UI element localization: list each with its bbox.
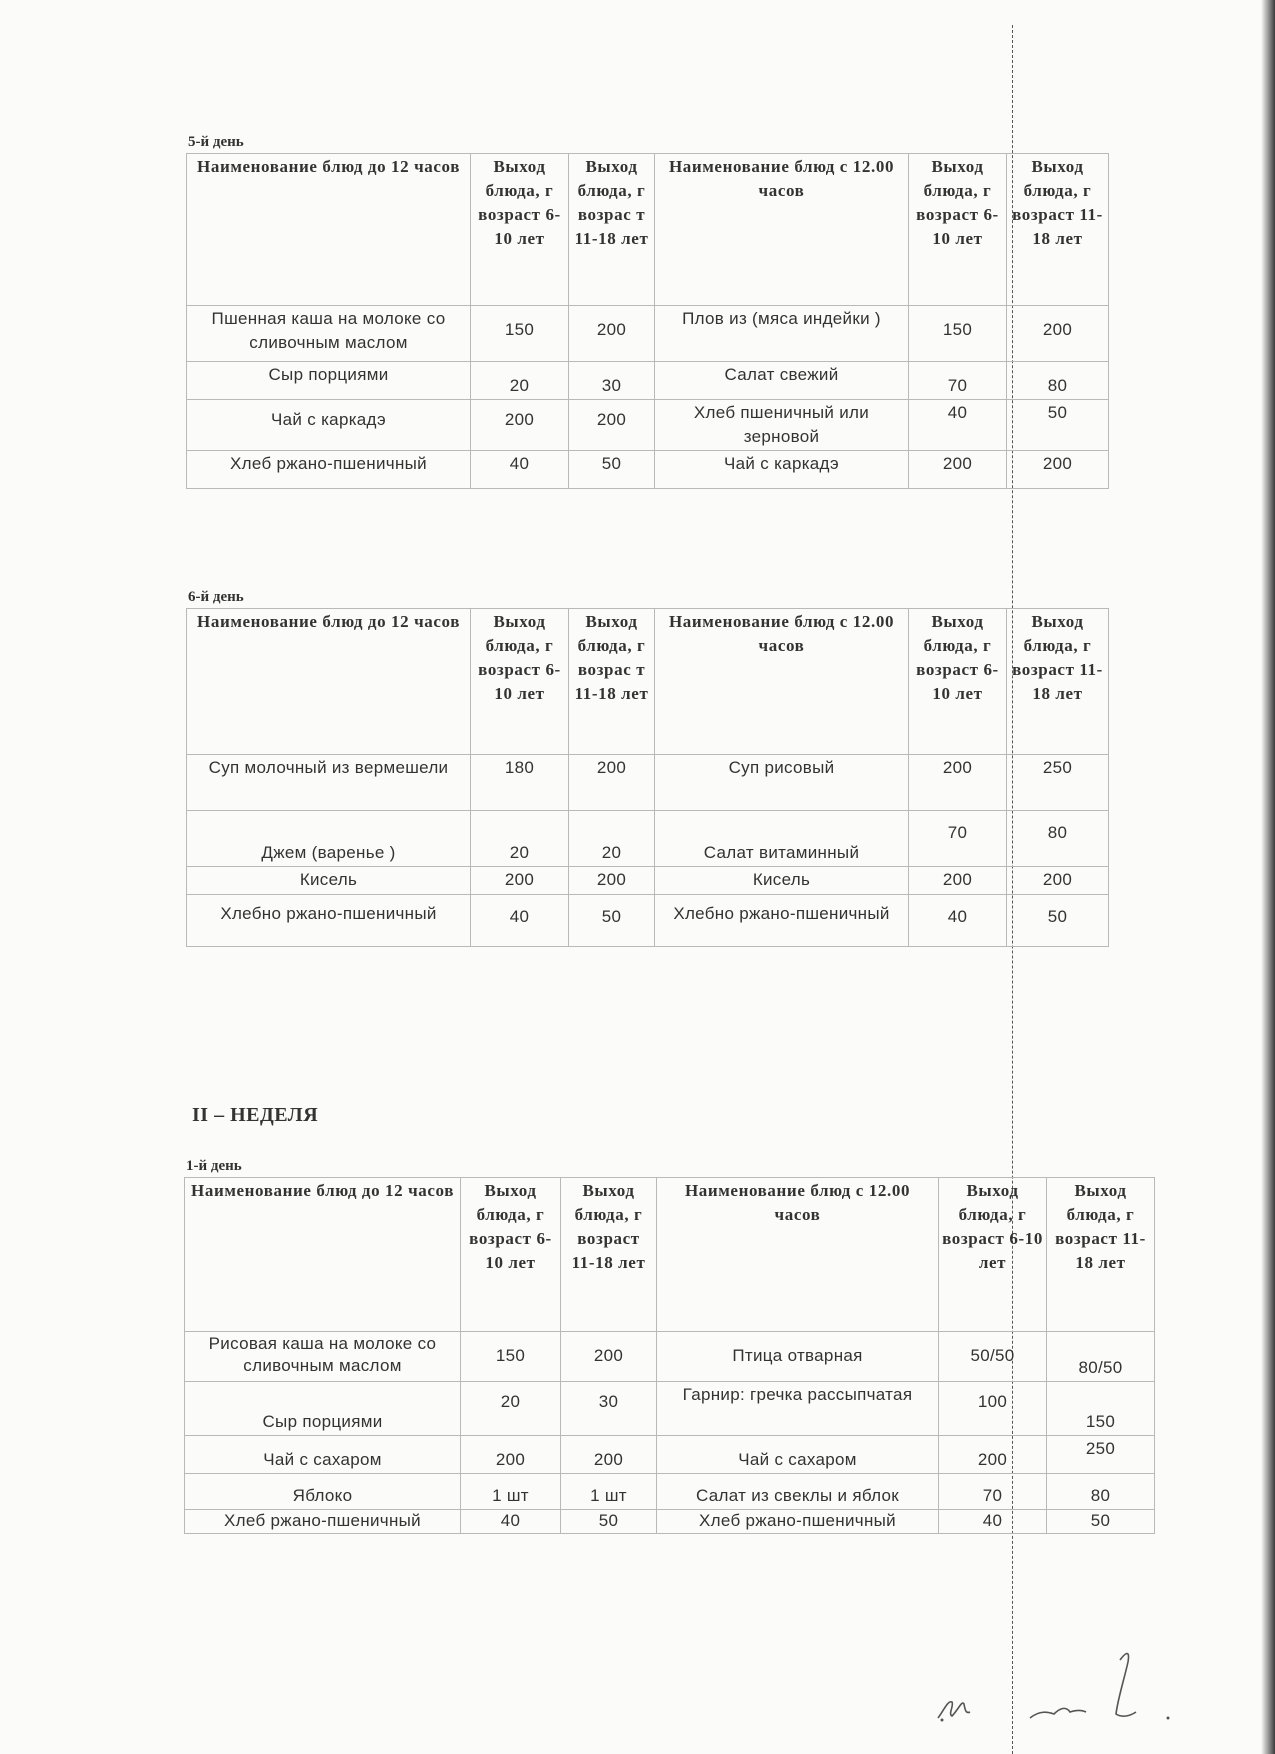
w2d1-r3-pm-6-10: 200: [939, 1436, 1047, 1474]
handwritten-signature: [930, 1640, 1200, 1730]
day6-r2-pm-11-18: 80: [1007, 811, 1109, 867]
day6-header-row: [187, 609, 1109, 755]
day6-r4-pm-11-18: 50: [1007, 895, 1109, 947]
day5-header-yield-am-11-18: Выход блюда, г возрас т 11-18 лет: [569, 154, 655, 306]
w2d1-r4-dish-am: Яблоко: [185, 1474, 461, 1510]
day5-header-dish-pm: Наименование блюд с 12.00 часов: [655, 154, 909, 306]
day6-r1-am-11-18: 200: [569, 755, 655, 811]
week2-day1-header-row: [185, 1178, 1155, 1332]
day6-r2-dish-am: Джем (варенье ): [187, 811, 471, 867]
w2d1-r4-pm-6-10: 70: [939, 1474, 1047, 1510]
day6-r1-am-6-10: 180: [471, 755, 569, 811]
day5-r1-dish-am: Пшенная каша на молоке со сливочным маслом: [187, 306, 471, 362]
w2d1-r3-dish-am: Чай с сахаром: [185, 1436, 461, 1474]
scan-edge: [1261, 0, 1275, 1754]
day6-header-dish-am: Наименование блюд до 12 часов: [187, 609, 471, 755]
table-row: [185, 1382, 1155, 1436]
w2d1-r5-dish-am: Хлеб ржано-пшеничный: [185, 1510, 461, 1534]
table-row: [187, 400, 1109, 451]
day5-r2-pm-11-18: 80: [1007, 362, 1109, 400]
week2-day1-header-yield-am-6-10: Выход блюда, г возраст 6-10 лет: [461, 1178, 561, 1332]
day5-r1-am-11-18: 200: [569, 306, 655, 362]
day6-r3-dish-pm: Кисель: [655, 867, 909, 895]
day5-r4-pm-6-10: 200: [909, 451, 1007, 489]
w2d1-r1-am-11-18: 200: [561, 1332, 657, 1382]
day6-table: [186, 608, 1109, 947]
week2-day1-header-yield-pm-11-18: Выход блюда, г возраст 11-18 лет: [1047, 1178, 1155, 1332]
w2d1-r5-am-11-18: 50: [561, 1510, 657, 1534]
week2-title: II – НЕДЕЛЯ: [192, 1104, 319, 1126]
day5-header-yield-am-6-10: Выход блюда, г возраст 6-10 лет: [471, 154, 569, 306]
day6-r4-am-6-10: 40: [471, 895, 569, 947]
w2d1-r3-pm-11-18: 250: [1047, 1436, 1155, 1474]
w2d1-r2-dish-am: Сыр порциями: [185, 1382, 461, 1436]
day6-r1-pm-11-18: 250: [1007, 755, 1109, 811]
table-row: [185, 1436, 1155, 1474]
day5-header-row: [187, 154, 1109, 306]
day6-r3-pm-6-10: 200: [909, 867, 1007, 895]
w2d1-r1-dish-pm: Птица отварная: [657, 1332, 939, 1382]
day5-r4-am-6-10: 40: [471, 451, 569, 489]
day6-header-yield-am-11-18: Выход блюда, г возрас т 11-18 лет: [569, 609, 655, 755]
day6-r4-dish-pm: Хлебно ржано-пшеничный: [655, 895, 909, 947]
day6-header-yield-pm-11-18: Выход блюда, г возраст 11-18 лет: [1007, 609, 1109, 755]
table-row: [187, 306, 1109, 362]
w2d1-r5-pm-6-10: 40: [939, 1510, 1047, 1534]
day5-r1-am-6-10: 150: [471, 306, 569, 362]
week2-day1-section: [184, 1158, 1155, 1534]
w2d1-r3-am-6-10: 200: [461, 1436, 561, 1474]
w2d1-r2-pm-6-10: 100: [939, 1382, 1047, 1436]
day5-r1-pm-6-10: 150: [909, 306, 1007, 362]
day5-r3-dish-am: Чай с каркадэ: [187, 400, 471, 451]
day6-r4-dish-am: Хлебно ржано-пшеничный: [187, 895, 471, 947]
table-row: [187, 362, 1109, 400]
w2d1-r2-dish-pm: Гарнир: гречка рассыпчатая: [657, 1382, 939, 1436]
day5-header-yield-pm-11-18: Выход блюда, г возраст 11-18 лет: [1007, 154, 1109, 306]
week2-day1-header-dish-am: Наименование блюд до 12 часов: [185, 1178, 461, 1332]
w2d1-r3-dish-pm: Чай с сахаром: [657, 1436, 939, 1474]
week2-day1-header-dish-pm: Наименование блюд с 12.00 часов: [657, 1178, 939, 1332]
day6-r3-pm-11-18: 200: [1007, 867, 1109, 895]
w2d1-r4-am-11-18: 1 шт: [561, 1474, 657, 1510]
day6-r1-pm-6-10: 200: [909, 755, 1007, 811]
table-row: [187, 895, 1109, 947]
w2d1-r1-pm-6-10: 50/50: [939, 1332, 1047, 1382]
w2d1-r5-dish-pm: Хлеб ржано-пшеничный: [657, 1510, 939, 1534]
day5-r4-pm-11-18: 200: [1007, 451, 1109, 489]
day6-r2-am-11-18: 20: [569, 811, 655, 867]
day5-r3-am-11-18: 200: [569, 400, 655, 451]
table-row: [187, 867, 1109, 895]
day5-r4-dish-pm: Чай с каркадэ: [655, 451, 909, 489]
day5-table: [186, 153, 1109, 489]
w2d1-r1-dish-am: Рисовая каша на молоке со сливочным маслом: [185, 1332, 461, 1382]
day6-header-yield-am-6-10: Выход блюда, г возраст 6-10 лет: [471, 609, 569, 755]
day5-r3-pm-11-18: 50: [1007, 400, 1109, 451]
w2d1-r4-am-6-10: 1 шт: [461, 1474, 561, 1510]
w2d1-r4-dish-pm: Салат из свеклы и яблок: [657, 1474, 939, 1510]
table-row: [187, 811, 1109, 867]
w2d1-r2-am-11-18: 30: [561, 1382, 657, 1436]
week2-day1-table: [184, 1177, 1155, 1534]
w2d1-r5-am-6-10: 40: [461, 1510, 561, 1534]
w2d1-r2-am-6-10: 20: [461, 1382, 561, 1436]
w2d1-r1-pm-11-18: 80/50: [1047, 1332, 1155, 1382]
day5-r2-pm-6-10: 70: [909, 362, 1007, 400]
w2d1-r4-pm-11-18: 80: [1047, 1474, 1155, 1510]
day5-r4-dish-am: Хлеб ржано-пшеничный: [187, 451, 471, 489]
day5-r2-am-11-18: 30: [569, 362, 655, 400]
day6-r3-am-11-18: 200: [569, 867, 655, 895]
day5-header-yield-pm-6-10: Выход блюда, г возраст 6-10 лет: [909, 154, 1007, 306]
table-row: [185, 1474, 1155, 1510]
table-row: [185, 1510, 1155, 1534]
week2-day1-header-yield-am-11-18: Выход блюда, г возраст 11-18 лет: [561, 1178, 657, 1332]
day6-r3-am-6-10: 200: [471, 867, 569, 895]
w2d1-r5-pm-11-18: 50: [1047, 1510, 1155, 1534]
day5-r3-dish-pm: Хлеб пшеничный или зерновой: [655, 400, 909, 451]
day6-r3-dish-am: Кисель: [187, 867, 471, 895]
day6-r2-pm-6-10: 70: [909, 811, 1007, 867]
day6-section: [186, 589, 1109, 947]
day6-r2-am-6-10: 20: [471, 811, 569, 867]
w2d1-r3-am-11-18: 200: [561, 1436, 657, 1474]
day5-r2-dish-pm: Салат свежий: [655, 362, 909, 400]
day6-header-yield-pm-6-10: Выход блюда, г возраст 6-10 лет: [909, 609, 1007, 755]
w2d1-r1-am-6-10: 150: [461, 1332, 561, 1382]
day5-r3-pm-6-10: 40: [909, 400, 1007, 451]
day6-r1-dish-am: Суп молочный из вермешели: [187, 755, 471, 811]
day6-r4-pm-6-10: 40: [909, 895, 1007, 947]
day5-r3-am-6-10: 200: [471, 400, 569, 451]
day5-r2-dish-am: Сыр порциями: [187, 362, 471, 400]
week2-day1-title: 1-й день: [186, 1158, 242, 1174]
day5-title: 5-й день: [188, 134, 244, 150]
w2d1-r2-pm-11-18: 150: [1047, 1382, 1155, 1436]
day5-r1-dish-pm: Плов из (мяса индейки ): [655, 306, 909, 362]
day5-section: [186, 134, 1109, 489]
table-row: [187, 451, 1109, 489]
day6-r2-dish-pm: Салат витаминный: [655, 811, 909, 867]
day6-r1-dish-pm: Суп рисовый: [655, 755, 909, 811]
day5-r2-am-6-10: 20: [471, 362, 569, 400]
day6-r4-am-11-18: 50: [569, 895, 655, 947]
day6-title: 6-й день: [188, 589, 244, 605]
table-row: [185, 1332, 1155, 1382]
day5-header-dish-am: Наименование блюд до 12 часов: [187, 154, 471, 306]
day5-r1-pm-11-18: 200: [1007, 306, 1109, 362]
day5-r4-am-11-18: 50: [569, 451, 655, 489]
week2-day1-header-yield-pm-6-10: Выход блюда, г возраст 6-10 лет: [939, 1178, 1047, 1332]
day6-header-dish-pm: Наименование блюд с 12.00 часов: [655, 609, 909, 755]
table-row: [187, 755, 1109, 811]
